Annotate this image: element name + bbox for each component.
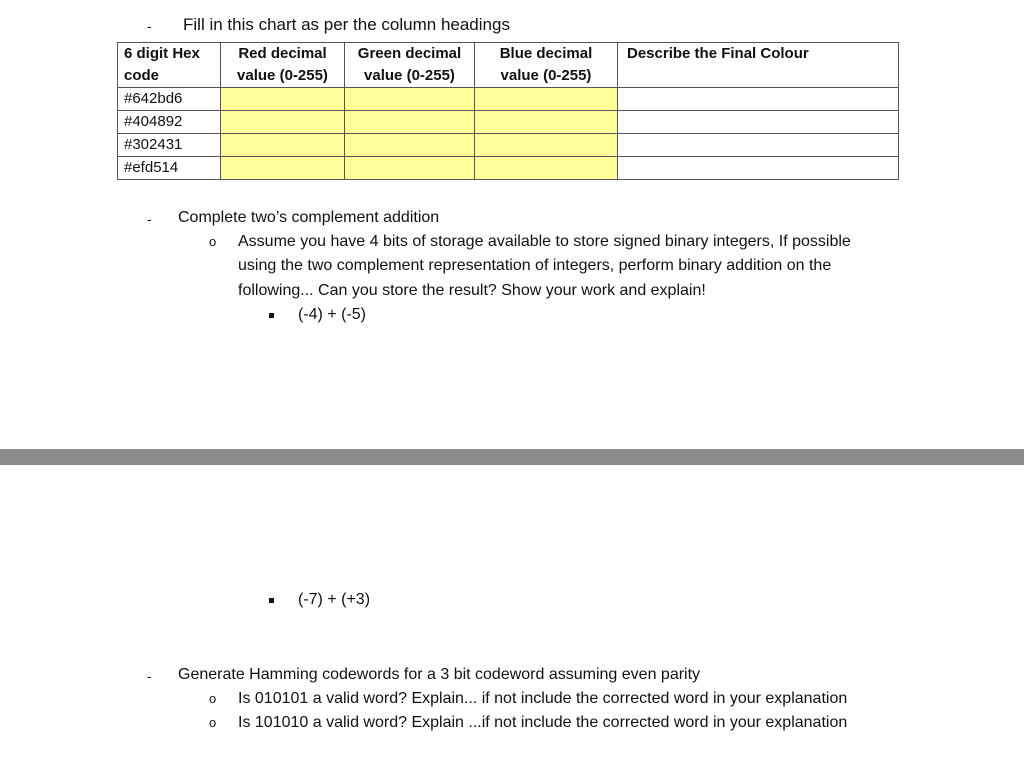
hamming-question: Is 010101 a valid word? Explain... if not include the corrected word in your explanation <box>238 690 848 707</box>
description-cell[interactable] <box>618 111 899 134</box>
hamming-question: Is 101010 a valid word? Explain ...if not include the corrected word in your explanation <box>238 714 848 731</box>
hex-code-cell: #302431 <box>118 134 221 157</box>
table-row <box>118 157 899 180</box>
green-input-cell[interactable] <box>345 88 475 111</box>
red-input-cell[interactable] <box>221 88 345 111</box>
instruction-line: using the two complement representation of integers, perform binary addition on the <box>238 257 832 274</box>
instruction-line: Assume you have 4 bits of storage available to store signed binary integers, If possible <box>238 233 851 250</box>
problem-expression: (-7) + (+3) <box>298 591 371 608</box>
chart-instruction: Fill in this chart as per the column headings <box>183 15 510 34</box>
page-break-divider <box>0 449 1024 465</box>
twos-complement-title: Complete two’s complement addition <box>178 209 440 226</box>
blue-input-cell[interactable] <box>475 157 618 180</box>
hex-code-cell: #efd514 <box>118 157 221 180</box>
problem-expression: (-4) + (-5) <box>298 306 366 323</box>
header-red: Red decimal value (0-255) <box>221 43 345 88</box>
hamming-title: Generate Hamming codewords for a 3 bit codeword assuming even parity <box>178 666 701 683</box>
green-input-cell[interactable] <box>345 111 475 134</box>
blue-input-cell[interactable] <box>475 111 618 134</box>
green-input-cell[interactable] <box>345 157 475 180</box>
bullet-circle: o <box>209 715 217 730</box>
red-input-cell[interactable] <box>221 111 345 134</box>
description-cell[interactable] <box>618 88 899 111</box>
blue-input-cell[interactable] <box>475 134 618 157</box>
description-cell[interactable] <box>618 134 899 157</box>
hex-code-cell: #404892 <box>118 111 221 134</box>
bullet-square <box>269 598 274 603</box>
bullet-square <box>269 313 274 318</box>
hex-code-cell: #642bd6 <box>118 88 221 111</box>
instruction-line: following... Can you store the result? Show your work and explain! <box>238 282 706 299</box>
table-row <box>118 111 899 134</box>
red-input-cell[interactable] <box>221 157 345 180</box>
header-blue: Blue decimal value (0-255) <box>475 43 618 88</box>
hex-color-table <box>117 42 899 180</box>
header-green: Green decimal value (0-255) <box>345 43 475 88</box>
green-input-cell[interactable] <box>345 134 475 157</box>
bullet-circle: o <box>209 691 217 706</box>
bullet-dash: - <box>147 18 152 34</box>
bullet-dash: - <box>147 211 152 227</box>
description-cell[interactable] <box>618 157 899 180</box>
header-description: Describe the Final Colour <box>618 43 899 88</box>
table-row <box>118 134 899 157</box>
red-input-cell[interactable] <box>221 134 345 157</box>
blue-input-cell[interactable] <box>475 88 618 111</box>
bullet-dash: - <box>147 668 152 684</box>
table-header-row <box>118 43 899 88</box>
table-row <box>118 88 899 111</box>
page-bottom <box>0 465 1024 757</box>
header-hex-code: 6 digit Hex code <box>118 43 221 88</box>
bullet-circle: o <box>209 234 217 249</box>
